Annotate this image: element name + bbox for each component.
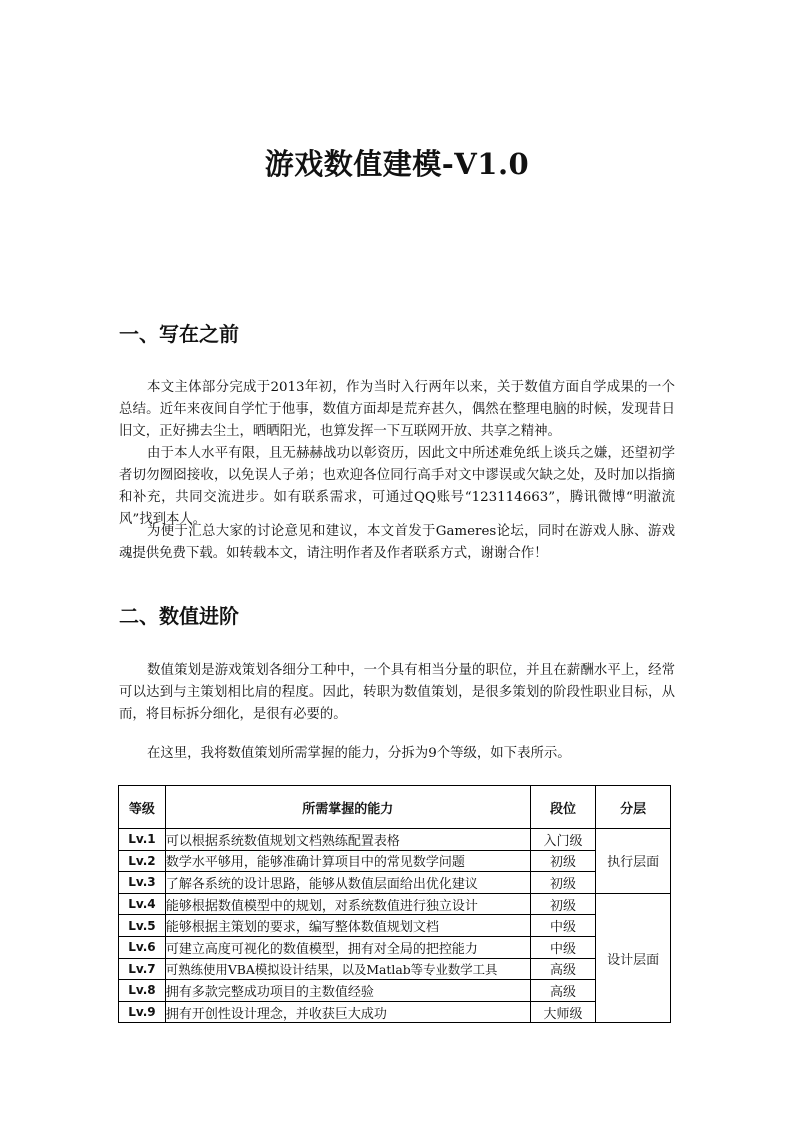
- level-cell: Lv.4: [119, 893, 166, 915]
- phase-cell: 入门级: [530, 829, 596, 851]
- phase-cell: 初级: [530, 872, 596, 894]
- level-cell: Lv.7: [119, 958, 166, 980]
- phase-cell: 中级: [530, 936, 596, 958]
- phase-cell: 高级: [530, 958, 596, 980]
- level-cell: Lv.6: [119, 936, 166, 958]
- paragraph: 为便于汇总大家的讨论意见和建议，本文首发于Gameres论坛，同时在游戏人脉、游戏魂提供免费下载。如转载本文，请注明作者及作者联系方式，谢谢合作！: [119, 524, 675, 561]
- level-cell: Lv.8: [119, 980, 166, 1002]
- level-cell: Lv.1: [119, 829, 166, 851]
- paragraph: 在这里，我将数值策划所需掌握的能力，分拆为9个等级，如下表所示。: [147, 746, 571, 761]
- ability-cell: 数学水平够用，能够准确计算项目中的常见数学问题: [165, 850, 530, 872]
- phase-cell: 初级: [530, 893, 596, 915]
- table-row: [119, 872, 671, 894]
- table-row: [119, 980, 671, 1002]
- ability-cell: 可以根据系统数值规划文档熟练配置表格: [165, 829, 530, 851]
- table-row: [119, 829, 671, 851]
- table-row: [119, 1001, 671, 1023]
- table-row: [119, 958, 671, 980]
- tier-cell: 执行层面: [596, 829, 671, 894]
- table-row: [119, 850, 671, 872]
- table-row: [119, 893, 671, 915]
- phase-cell: 大师级: [530, 1001, 596, 1023]
- document-title: 游戏数值建模-V1.0: [264, 147, 530, 181]
- ability-cell: 能够根据主策划的要求，编写整体数值规划文档: [165, 915, 530, 937]
- ability-cell: 了解各系统的设计思路，能够从数值层面给出优化建议: [165, 872, 530, 894]
- paragraph: 由于本人水平有限，且无赫赫战功以彰资历，因此文中所述难免纸上谈兵之嫌，还望初学者切勿囫囵接收，以免误人子弟；也欢迎各位同行高手对文中谬误或欠缺之处，及时加以指摘和补充，共同交流进步。如有联系需求，可通过QQ账号“123114663”，腾讯微博“明澈流风”找到本人。: [119, 446, 675, 527]
- level-cell: Lv.5: [119, 915, 166, 937]
- paragraph: 数值策划是游戏策划各细分工种中，一个具有相当分量的职位，并且在薪酬水平上，经常可以达到与主策划相比肩的程度。因此，转职为数值策划，是很多策划的阶段性职业目标，从而，将目标拆分细化，是很有必要的。: [119, 663, 675, 722]
- phase-cell: 初级: [530, 850, 596, 872]
- ability-cell: 拥有开创性设计理念，并收获巨大成功: [165, 1001, 530, 1023]
- ability-cell: 可熟练使用VBA模拟设计结果，以及Matlab等专业数学工具: [165, 958, 530, 980]
- level-cell: Lv.2: [119, 850, 166, 872]
- phase-cell: 高级: [530, 980, 596, 1002]
- section-heading-before: 一、写在之前: [119, 322, 239, 346]
- table-row: [119, 936, 671, 958]
- table-row: [119, 915, 671, 937]
- ability-cell: 可建立高度可视化的数值模型，拥有对全局的把控能力: [165, 936, 530, 958]
- header-level: 等级: [119, 786, 166, 829]
- header-tier: 分层: [596, 786, 671, 829]
- level-cell: Lv.9: [119, 1001, 166, 1023]
- level-table: [118, 785, 671, 1023]
- ability-cell: 拥有多款完整成功项目的主数值经验: [165, 980, 530, 1002]
- header-ability: 所需掌握的能力: [165, 786, 530, 829]
- table-header-row: [119, 786, 671, 829]
- tier-cell: 设计层面: [596, 893, 671, 1023]
- phase-cell: 中级: [530, 915, 596, 937]
- header-phase: 段位: [530, 786, 596, 829]
- section-heading-numeric-advance: 二、数值进阶: [119, 604, 239, 628]
- ability-cell: 能够根据数值模型中的规划，对系统数值进行独立设计: [165, 893, 530, 915]
- paragraph: 本文主体部分完成于2013年初，作为当时入行两年以来，关于数值方面自学成果的一个总结。近年来夜间自学忙于他事，数值方面却是荒弃甚久，偶然在整理电脑的时候，发现昔日旧文，正好拂去尘土，晒晒阳光，也算发挥一下互联网开放、共享之精神。: [119, 380, 675, 439]
- level-cell: Lv.3: [119, 872, 166, 894]
